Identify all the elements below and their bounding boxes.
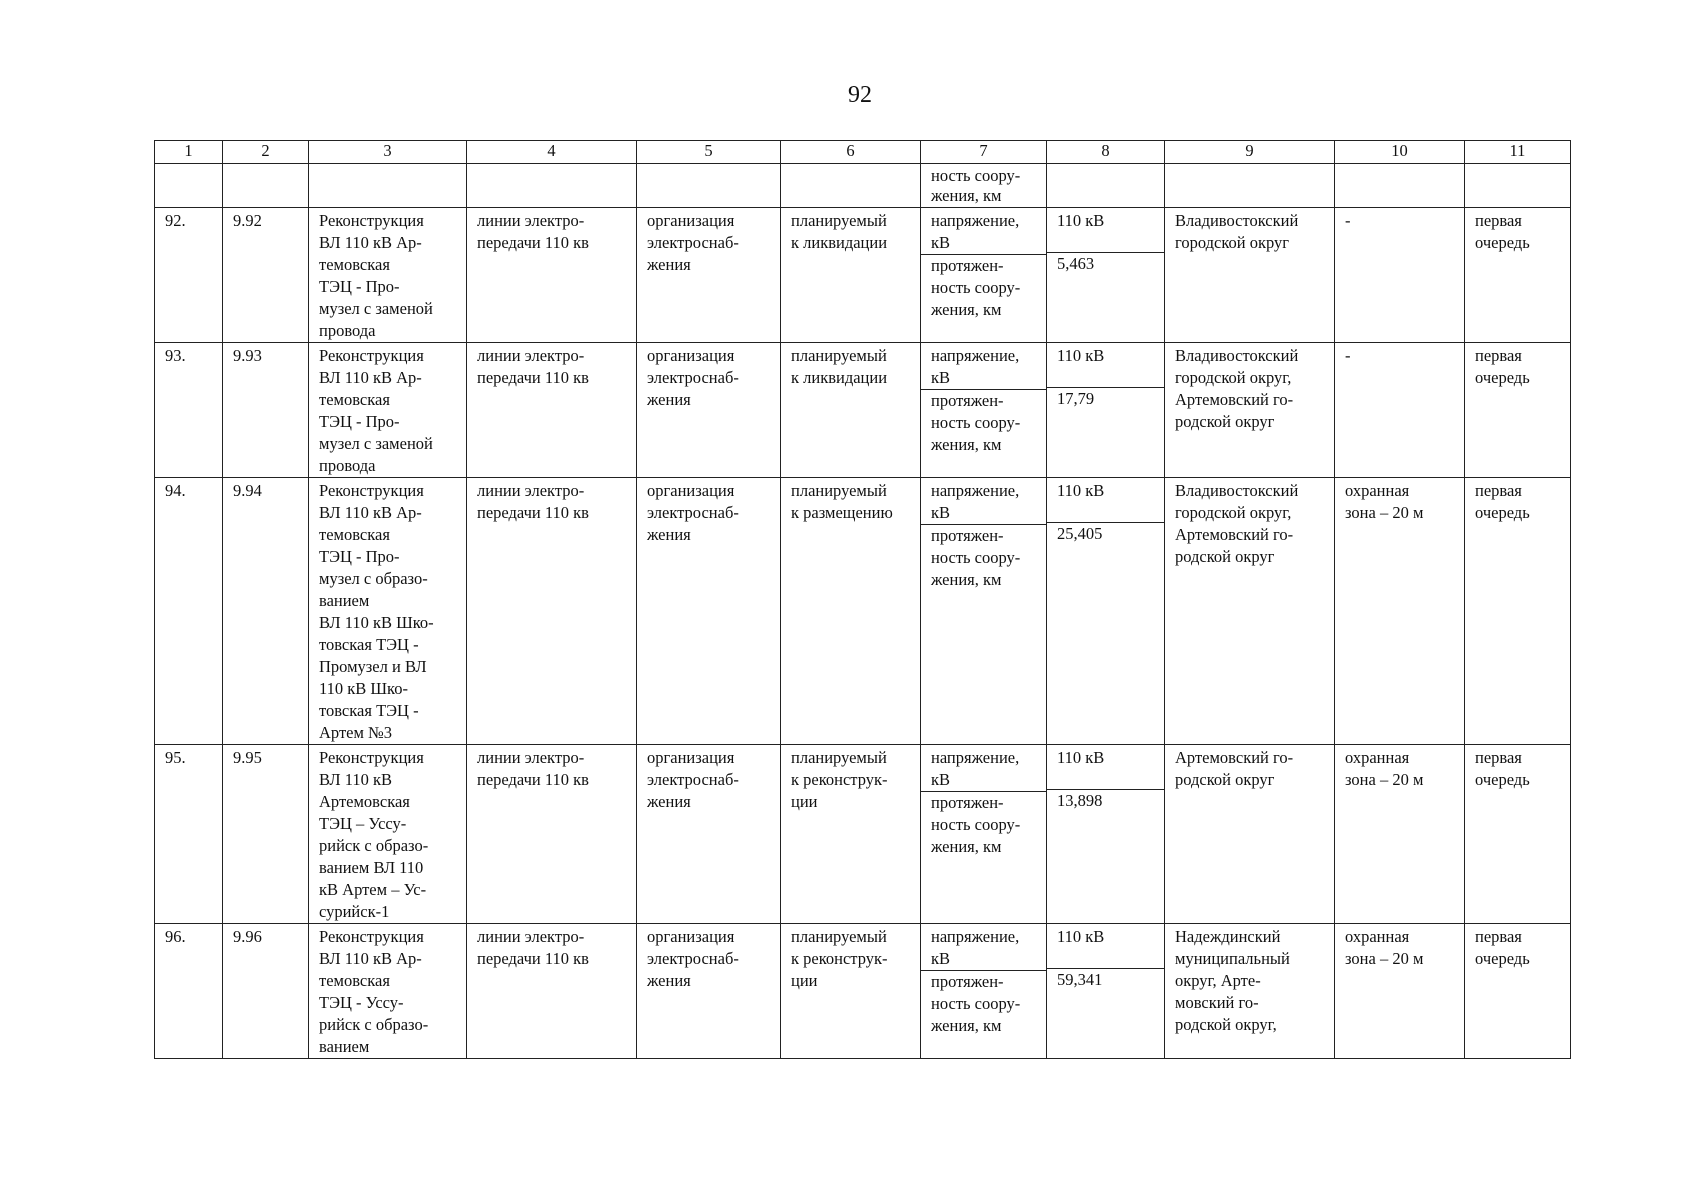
header-cell: 3: [309, 141, 467, 164]
row-number: 96.: [155, 924, 223, 1059]
param-values-cell: [1047, 478, 1165, 745]
header-cell: 10: [1335, 141, 1465, 164]
param-voltage-label: напряжение, кВ: [921, 747, 1046, 792]
object-code: 9.93: [223, 343, 309, 478]
param-names-cell: [921, 343, 1047, 478]
page-number: 92: [848, 82, 872, 108]
table-row: [155, 478, 1571, 745]
param-values-cell: [1047, 745, 1165, 924]
param-length-value: 13,898: [1057, 791, 1103, 810]
param-voltage-label: напряжение, кВ: [921, 210, 1046, 255]
param-voltage-value: 110 кВ: [1047, 480, 1164, 523]
object-status: планируемый к реконструк- ции: [781, 745, 921, 924]
implementation-stage: первая очередь: [1465, 924, 1571, 1059]
object-status: планируемый к ликвидации: [781, 208, 921, 343]
object-code: 9.95: [223, 745, 309, 924]
object-purpose: организация электроснаб- жения: [637, 208, 781, 343]
param-names-cell: [921, 924, 1047, 1059]
object-status: планируемый к размещению: [781, 478, 921, 745]
header-cell: 2: [223, 141, 309, 164]
object-type: линии электро- передачи 110 кв: [467, 478, 637, 745]
param-length-value: 25,405: [1057, 524, 1103, 543]
object-code: 9.96: [223, 924, 309, 1059]
object-location: Владивостокский городской округ, Артемовский го- родской округ: [1165, 478, 1335, 745]
param-voltage-value: 110 кВ: [1047, 747, 1164, 790]
param-length-label: протяжен- ность соору- жения, км: [931, 391, 1021, 454]
param-voltage-value: 110 кВ: [1047, 926, 1164, 969]
param-names-cell: [921, 478, 1047, 745]
object-code: 9.92: [223, 208, 309, 343]
param-names-cell: [921, 208, 1047, 343]
row-number: 95.: [155, 745, 223, 924]
object-location: Владивостокский городской округ: [1165, 208, 1335, 343]
param-length-label: протяжен- ность соору- жения, км: [931, 256, 1021, 319]
table-row: [155, 924, 1571, 1059]
param-length-value: 59,341: [1057, 970, 1103, 989]
protection-zone: -: [1335, 343, 1465, 478]
param-voltage-label: напряжение, кВ: [921, 926, 1046, 971]
object-purpose: организация электроснаб- жения: [637, 343, 781, 478]
param-length-label: протяжен- ность соору- жения, км: [931, 526, 1021, 589]
object-status: планируемый к ликвидации: [781, 343, 921, 478]
row-number: 93.: [155, 343, 223, 478]
implementation-stage: первая очередь: [1465, 745, 1571, 924]
continued-param-name: ность соору- жения, км: [921, 164, 1047, 208]
param-values-cell: [1047, 343, 1165, 478]
empty-cell: [1465, 164, 1571, 208]
protection-zone: охранная зона – 20 м: [1335, 478, 1465, 745]
param-voltage-label: напряжение, кВ: [921, 480, 1046, 525]
object-location: Артемовский го- родской округ: [1165, 745, 1335, 924]
object-name: Реконструкция ВЛ 110 кВ Ар- темовская ТЭЦ - Про- музел с заменой провода: [309, 208, 467, 343]
object-type: линии электро- передачи 110 кв: [467, 924, 637, 1059]
header-cell: 8: [1047, 141, 1165, 164]
object-status: планируемый к реконструк- ции: [781, 924, 921, 1059]
table-row: [155, 343, 1571, 478]
object-purpose: организация электроснаб- жения: [637, 745, 781, 924]
empty-cell: [467, 164, 637, 208]
object-code: 9.94: [223, 478, 309, 745]
object-name: Реконструкция ВЛ 110 кВ Ар- темовская ТЭЦ - Про- музел с заменой провода: [309, 343, 467, 478]
param-values-cell: [1047, 924, 1165, 1059]
implementation-stage: первая очередь: [1465, 343, 1571, 478]
protection-zone: охранная зона – 20 м: [1335, 745, 1465, 924]
object-type: линии электро- передачи 110 кв: [467, 745, 637, 924]
param-voltage-value: 110 кВ: [1047, 210, 1164, 253]
object-location: Надеждинский муниципальный округ, Арте- мовский го- родской округ,: [1165, 924, 1335, 1059]
object-name: Реконструкция ВЛ 110 кВ Ар- темовская ТЭЦ - Про- музел с образо- ванием ВЛ 110 кВ Шко- товская ТЭЦ - Промузел и ВЛ 110 кВ Шко- товская ТЭЦ - Артем №3: [309, 478, 467, 745]
object-type: линии электро- передачи 110 кв: [467, 343, 637, 478]
empty-cell: [155, 164, 223, 208]
header-cell: 11: [1465, 141, 1571, 164]
param-length-value: 17,79: [1057, 389, 1095, 408]
param-voltage-value: 110 кВ: [1047, 345, 1164, 388]
object-purpose: организация электроснаб- жения: [637, 924, 781, 1059]
table-row: [155, 745, 1571, 924]
object-name: Реконструкция ВЛ 110 кВ Артемовская ТЭЦ – Уссу- рийск с образо- ванием ВЛ 110 кВ Артем – Ус- сурийск-1: [309, 745, 467, 924]
object-name: Реконструкция ВЛ 110 кВ Ар- темовская ТЭЦ - Уссу- рийск с образо- ванием: [309, 924, 467, 1059]
param-names-cell: [921, 745, 1047, 924]
header-cell: 1: [155, 141, 223, 164]
header-cell: 4: [467, 141, 637, 164]
objects-table: [154, 140, 1571, 1059]
header-cell: 6: [781, 141, 921, 164]
empty-cell: [223, 164, 309, 208]
header-row: [155, 141, 1571, 164]
empty-cell: [1165, 164, 1335, 208]
object-purpose: организация электроснаб- жения: [637, 478, 781, 745]
empty-cell: [1047, 164, 1165, 208]
protection-zone: -: [1335, 208, 1465, 343]
header-cell: 7: [921, 141, 1047, 164]
empty-cell: [309, 164, 467, 208]
object-type: линии электро- передачи 110 кв: [467, 208, 637, 343]
empty-cell: [781, 164, 921, 208]
header-cell: 9: [1165, 141, 1335, 164]
implementation-stage: первая очередь: [1465, 478, 1571, 745]
protection-zone: охранная зона – 20 м: [1335, 924, 1465, 1059]
param-length-label: протяжен- ность соору- жения, км: [931, 793, 1021, 856]
param-voltage-label: напряжение, кВ: [921, 345, 1046, 390]
row-number: 94.: [155, 478, 223, 745]
header-cell: 5: [637, 141, 781, 164]
implementation-stage: первая очередь: [1465, 208, 1571, 343]
empty-cell: [637, 164, 781, 208]
continuation-row: [155, 164, 1571, 208]
empty-cell: [1335, 164, 1465, 208]
param-length-label: протяжен- ность соору- жения, км: [931, 972, 1021, 1035]
row-number: 92.: [155, 208, 223, 343]
param-values-cell: [1047, 208, 1165, 343]
param-length-value: 5,463: [1057, 254, 1095, 273]
object-location: Владивостокский городской округ, Артемовский го- родской округ: [1165, 343, 1335, 478]
table-row: [155, 208, 1571, 343]
